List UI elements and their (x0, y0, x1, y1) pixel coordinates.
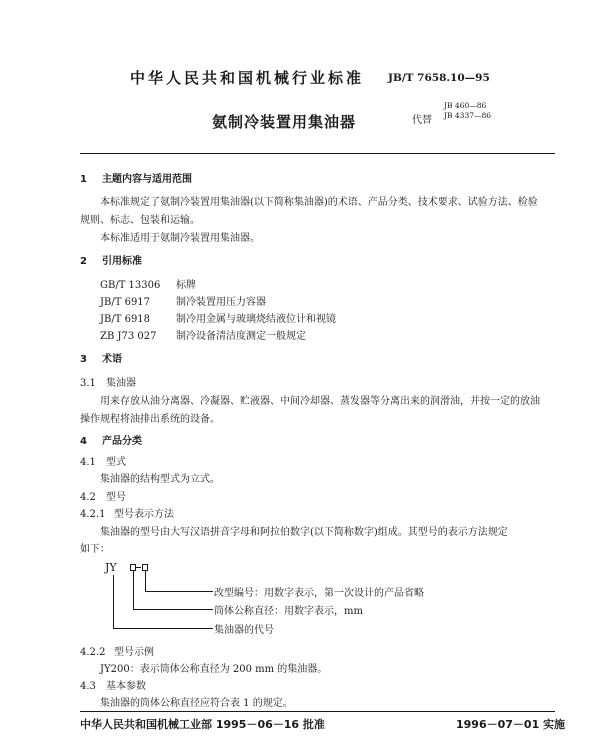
section-4-1-heading: 4.1 型式 (80, 457, 126, 468)
implementation-date: 1996－07－01 实施 (456, 718, 566, 731)
basic-parameters-text: 集油器的筒体公称直径应符合表 1 的规定。 (100, 698, 293, 709)
diameter-leader (133, 609, 213, 610)
replaced-standards (444, 101, 491, 121)
document-title: 氨制冷装置用集油器 (212, 113, 357, 131)
section-4-2-heading: 4.2 型号 (80, 492, 126, 503)
replaced-standard: JB 460—86 (444, 101, 487, 110)
section-4-2-2-heading: 4.2.2 型号示例 (80, 647, 154, 658)
reference-item: GB/T 13306 标牌 (100, 280, 196, 291)
replaces-label: 代替 (412, 115, 432, 126)
section-3-heading: 3 术语 (80, 354, 122, 365)
section-4-heading: 4 产品分类 (80, 436, 142, 447)
section-2-heading: 2 引用标准 (80, 256, 142, 267)
footer-rule (80, 711, 555, 712)
reference-item: ZB J73 027 制冷设备清洁度测定一般规定 (100, 331, 306, 342)
section-1-paragraph-line: 规则、标志、包装和运输。 (80, 215, 200, 226)
section-3-1-heading: 3.1 集油器 (80, 378, 136, 389)
model-prefix: JY (105, 561, 117, 574)
section-4-2-1-heading: 4.2.1 型号表示方法 (80, 509, 174, 520)
code-leader (113, 628, 213, 629)
section-4-3-heading: 4.3 基本参数 (80, 681, 146, 692)
replaced-standard: JB 4337—86 (444, 111, 492, 120)
change-leader (145, 571, 146, 591)
reference-item: JB/T 6917 制冷装置用压力容器 (100, 297, 266, 308)
change-box (142, 564, 148, 571)
section-1-paragraph-line: 本标准规定了氨制冷装置用集油器(以下简称集油器)的术语、产品分类、技术要求、试验方法、检验 (100, 197, 538, 208)
approval-date: 中华人民共和国机械工业部 1995－06－16 批准 (80, 718, 325, 731)
header-rule (80, 153, 555, 154)
change-leader (145, 591, 213, 592)
section-1-scope: 本标准适用于氨制冷装置用集油器。 (100, 233, 260, 244)
model-example-text: JY200：表示筒体公称直径为 200 mm 的集油器。 (100, 664, 328, 675)
section-1-heading: 1 主题内容与适用范围 (80, 174, 192, 185)
diameter-leader (133, 571, 134, 609)
definition-line: 操作规程将油排出系统的设备。 (80, 414, 220, 425)
diameter-label: 筒体公称直径：用数字表示，mm (214, 606, 363, 617)
definition-line: 用来存放从油分离器、冷凝器、贮液器、中间冷却器、蒸发器等分离出来的润滑油，并按一定的放油 (100, 396, 540, 407)
model-method-line: 集油器的型号由大写汉语拼音字母和阿拉伯数字(以下简称数字)组成。其型号的表示方法规定 (100, 527, 508, 538)
standard-category-title: 中华人民共和国机械行业标准 (130, 69, 365, 87)
box-dash (136, 567, 141, 568)
change-label: 改型编号：用数字表示，第一次设计的产品省略 (214, 588, 424, 599)
code-label: 集油器的代号 (214, 625, 274, 636)
reference-item: JB/T 6918 制冷用金属与玻璃烧结液位计和视镜 (100, 314, 336, 325)
code-leader (113, 575, 114, 628)
model-method-line: 如下： (80, 544, 110, 555)
structure-type-text: 集油器的结构型式为立式。 (100, 474, 220, 485)
standard-code: JB/T 7658.10—95 (388, 72, 490, 84)
